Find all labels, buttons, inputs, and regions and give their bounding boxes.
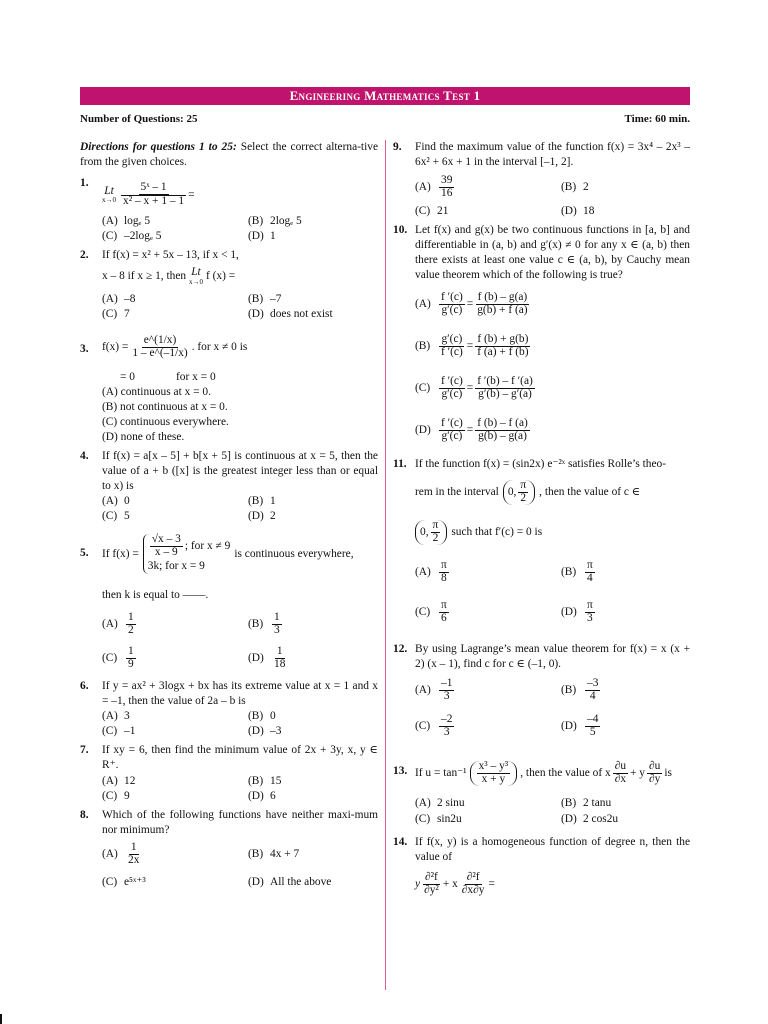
option-b[interactable]: (B) g′(c) f ′(c) = f (b) + g(b) f (a) + f (b) [415, 332, 529, 358]
option-c[interactable]: (C) 21 [415, 205, 449, 218]
limit: Lt x→0 [102, 184, 116, 205]
option-a[interactable]: (A) –8 [102, 292, 136, 305]
option-a[interactable]: (A) 3 [102, 710, 130, 723]
options [102, 214, 378, 244]
question-3: 3. f(x) = $\frac{e\^{}(1/x)}{1 - e\^{}(-1/x)}$ . for x ≠ 0 is = 0 for x = 0 (A) continuous at x = 0. (B) not continuous at x = 0. (C) continuous everywhere. (D) none of these. [80, 326, 378, 445]
options [415, 552, 690, 632]
option-d[interactable]: (D) 2 cos2u [561, 812, 619, 825]
option-c[interactable]: (C) –2logₑ 5 [102, 230, 162, 243]
question-11: 11. If the function f(x) = (sin2x) e⁻²ˣ satisfies Rolle’s theo- rem in the interval 0, π 2 , then the value of c ∈ 0, π 2 such that f′(c) = 0 is (A) π 8 (B) π 4 (C) π 6 (D) π 3 [393, 457, 690, 632]
option-c[interactable]: (C) continuous everywhere. [102, 415, 229, 428]
fraction: $\frac{e\^{}(1/x)}{1 - e\^{}(-1/x)}$ [132, 334, 188, 360]
option-d[interactable]: (D) 18 [561, 205, 595, 218]
left-column [80, 140, 378, 898]
option-b[interactable]: (B) 15 [248, 774, 282, 787]
fraction: $\frac{\text{5ˣ – 1}}{\text{x² – x + 1 – 1}}$ [123, 181, 185, 208]
option-d[interactable]: (D) none of these. [102, 430, 185, 443]
limit: Lt x→0 [188, 266, 203, 286]
option-b[interactable]: (B) 1 3 [248, 610, 280, 636]
test-title-banner [80, 87, 690, 105]
options [102, 607, 378, 675]
interval: 0, π 2 [503, 480, 535, 505]
time-limit: Time: 60 min. [624, 113, 690, 125]
option-d[interactable]: (D) π 3 [561, 598, 593, 624]
options [102, 709, 378, 739]
question-13: 13. If u = tan⁻¹ x³ – y³ x + y , then the value of x ∂u ∂x + y ∂u ∂y is (A) 2 sinu (B) 2 tanu (C) sin2u (D) 2 cos2u [393, 750, 690, 826]
option-d[interactable]: (D) does not exist [248, 307, 333, 320]
option-d[interactable]: (D) –4 5 [561, 713, 599, 738]
test-title: Engineering Mathematics Test 1 [289, 88, 481, 103]
option-a[interactable]: (A) 1 2 [102, 610, 134, 636]
option-a[interactable]: (A) 1 2x [102, 841, 140, 867]
question-7: 7. If xy = 6, then find the minimum value of 2x + 3y, x, y ∈ R⁺. (A) 12 (B) 15 (C) 9 (D) 6 [80, 743, 378, 803]
option-c[interactable]: (C) sin2u [415, 812, 462, 825]
option-d[interactable]: (D) –3 [248, 725, 282, 738]
question-12: 12. By using Lagrange’s mean value theorem for f(x) = x (x + 2) (x – 1), find c for c ∈ (–1, 0). (A) –1 3 (B) –3 4 (C) –2 3 (D) –4 5 [393, 642, 690, 744]
interval: 0, π 2 [415, 520, 447, 545]
options [415, 170, 690, 219]
option-d[interactable]: (D) 6 [248, 789, 276, 802]
option-b[interactable]: (B) 4x + 7 [248, 848, 300, 861]
option-a[interactable]: (A) continuous at x = 0. [102, 385, 211, 398]
options [415, 796, 690, 826]
option-c[interactable]: (C) 9 [102, 789, 130, 802]
column-divider [385, 140, 386, 990]
number-of-questions: Number of Questions: 25 [80, 113, 198, 125]
option-b[interactable]: (B) not continuous at x = 0. [102, 400, 228, 413]
option-a[interactable]: (A) 12 [102, 774, 136, 787]
option-d[interactable]: (D) f ′(c) g′(c) = f (b) – f (a) g(b) – g(a) [415, 416, 528, 442]
options [102, 494, 378, 524]
option-b[interactable]: (B) –7 [248, 292, 282, 305]
question-10: 10. Let f(x) and g(x) be two continuous functions in [a, b] and differentiable in (a, b) and g′(x) ≠ 0 for any x ∈ (a, b) then there exists at least one value c ∈ (a, b), by Cauchy mean value theorem which of the following is true? (A) f ′(c) g′(c) = f (b) – g(a) g(b) + f (a) (B) g′(c) f ′(c) = f (b) + g(b) f (a) + f (b) (C) f ′(c) g′(c) = f ′(b) – f ′(a) g′(b) – g′(a) (D) f ′(c) g′(c) = f (b) – f (a) g(b) – g(a) [393, 223, 690, 451]
question-14: 14. If f(x, y) is a homogeneous function of degree n, then the value of y ∂²f ∂y² + x $\frac{\text{∂²f}}{\partial x\partial y}$ = [393, 835, 690, 897]
question-2: 2. If f(x) = x² + 5x – 13, if x < 1, x – 8 if x ≥ 1, then Lt x→0 f (x) = (A) –8 (B) –7 (C) 7 (D) does not exist [80, 248, 378, 322]
options [415, 672, 690, 744]
option-a[interactable]: (A) π 8 [415, 558, 447, 584]
options [102, 774, 378, 804]
option-c[interactable]: (C) 7 [102, 307, 130, 320]
option-d[interactable]: (D) 1 18 [248, 644, 286, 670]
option-c[interactable]: (C) –1 [102, 725, 136, 738]
option-d[interactable]: (D) 1 [248, 230, 276, 243]
option-c[interactable]: (C) π 6 [415, 598, 447, 624]
option-b[interactable]: (B) 2 tanu [561, 797, 612, 810]
option-c[interactable]: (C) 1 9 [102, 644, 134, 670]
option-a[interactable]: (A) 2 sinu [415, 797, 465, 810]
option-b[interactable]: (B) π 4 [561, 558, 593, 584]
option-d[interactable]: (D) All the above [248, 876, 332, 889]
option-c[interactable]: (C) f ′(c) g′(c) = f ′(b) – f ′(a) g′(b) – g′(a) [415, 374, 533, 400]
page-edge-mark [0, 1014, 2, 1024]
option-a[interactable]: (A) 0 [102, 495, 130, 508]
options [102, 838, 378, 894]
option-a[interactable]: (A) –1 3 [415, 677, 453, 702]
piecewise-brace: √x – 3 x – 9 ; for x ≠ 9 3k; for x = 9 [143, 534, 231, 574]
right-column [393, 140, 690, 909]
option-a[interactable]: (A) logₑ 5 [102, 215, 151, 228]
option-b[interactable]: (B) 2logₑ 5 [248, 215, 302, 228]
question-5: 5. If f(x) = √x – 3 x – 9 ; for x ≠ 9 3k; for x = 9 is continuous everywhere, then k is equal to ——. (A) 1 2 (B) 1 3 (C) 1 9 (D) 1 18 [80, 528, 378, 675]
option-b[interactable]: (B) –3 4 [561, 677, 599, 702]
option-c[interactable]: (C) e⁵ˣ⁺³ [102, 876, 146, 889]
options [102, 292, 378, 322]
option-b[interactable]: (B) 0 [248, 710, 276, 723]
option-b[interactable]: (B) 1 [248, 495, 276, 508]
option-c[interactable]: (C) –2 3 [415, 713, 453, 738]
option-a[interactable]: (A) 39 16 [415, 173, 453, 199]
question-9: 9. Find the maximum value of the function f(x) = 3x⁴ – 2x³ – 6x² + 6x + 1 in the interval [–1, 2]. (A) 39 16 (B) 2 (C) 21 (D) 18 [393, 140, 690, 219]
option-c[interactable]: (C) 5 [102, 510, 130, 523]
question-4: 4. If f(x) = a[x – 5] + b[x + 5] is continuous at x = 5, then the value of a + b ([x] is the greatest integer less than or equal to x) is (A) 0 (B) 1 (C) 5 (D) 2 [80, 449, 378, 524]
question-8: 8. Which of the following functions have neither maxi-mum nor minimum? (A) 1 2x (B) 4x + 7 (C) e⁵ˣ⁺³ (D) All the above [80, 808, 378, 894]
question-1: 1. Lt x→0 $\frac{\text{5ˣ – 1}}{\text{x² – x + 1 – 1}}$ = (A) logₑ 5 (B) 2logₑ 5 (C) –2logₑ 5 (D) 1 [80, 176, 378, 244]
directions: Directions for questions 1 to 25: Select the correct alterna-tive from the given choices. [80, 141, 378, 169]
option-b[interactable]: (B) 2 [561, 180, 589, 193]
option-a[interactable]: (A) f ′(c) g′(c) = f (b) – g(a) g(b) + f (a) [415, 290, 528, 316]
option-d[interactable]: (D) 2 [248, 510, 276, 523]
question-6: 6. If y = ax² + 3logx + bx has its extreme value at x = 1 and x = –1, then the value of 2a – b is (A) 3 (B) 0 (C) –1 (D) –3 [80, 679, 378, 739]
